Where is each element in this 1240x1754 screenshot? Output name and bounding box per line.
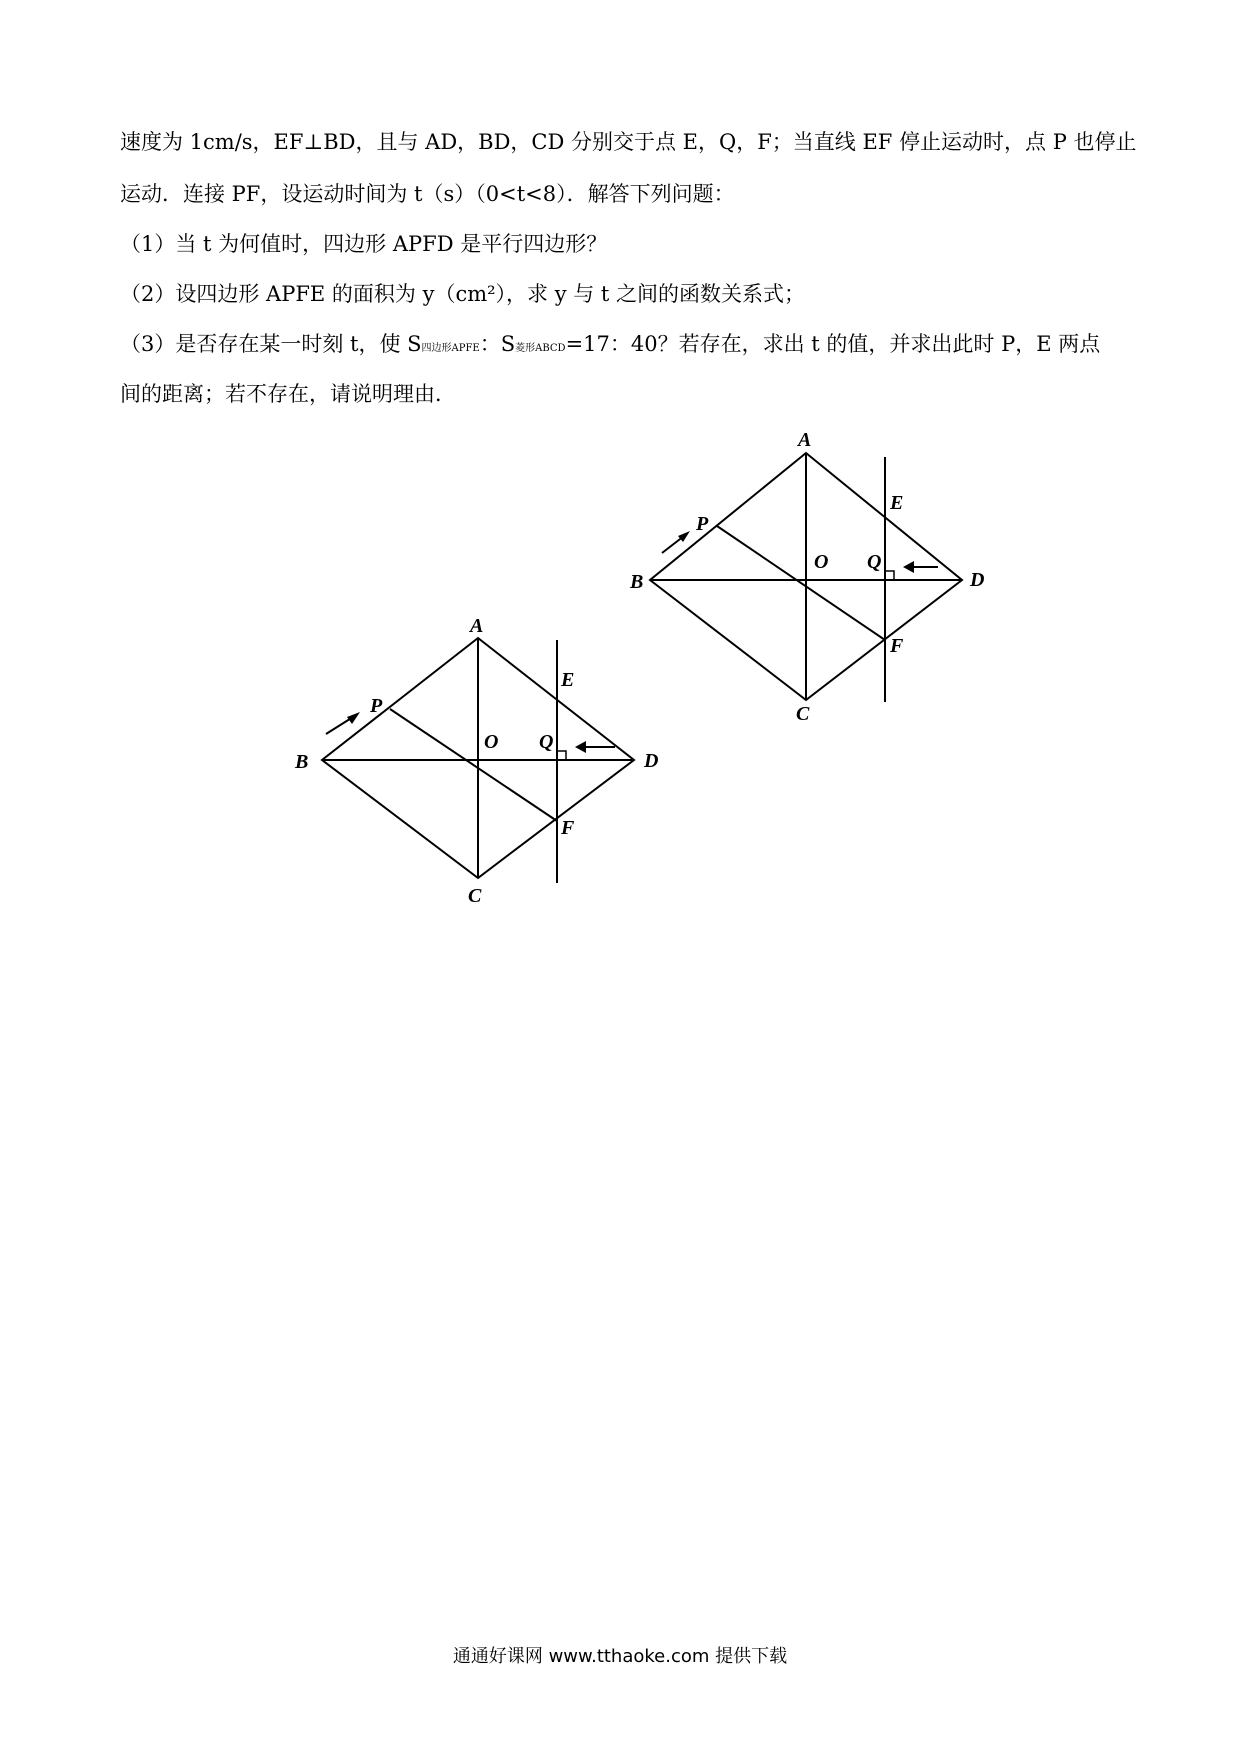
label-q: Q xyxy=(867,551,882,573)
question-3-part-c: =17：40？若存在，求出 t 的值，并求出此时 P，E 两点 xyxy=(565,332,1101,356)
label-f: F xyxy=(561,817,575,839)
label-f: F xyxy=(890,635,904,657)
arrow-q-icon xyxy=(903,561,938,573)
right-angle-mark xyxy=(885,571,894,580)
label-p: P xyxy=(370,695,383,717)
question-3 xyxy=(120,330,1130,363)
label-c: C xyxy=(796,703,810,725)
question-2: （2）设四边形 APFE 的面积为 y（cm²），求 y 与 t 之间的函数关系式； xyxy=(120,282,806,306)
label-a: A xyxy=(798,430,812,451)
problem-line-2: 运动．连接 PF，设运动时间为 t（s）（0<t<8）．解答下列问题： xyxy=(120,182,735,206)
question-3-line-2: 间的距离；若不存在，请说明理由． xyxy=(120,382,456,406)
subscript-quadrilateral: 四边形APFE xyxy=(421,343,480,354)
label-a: A xyxy=(470,615,484,637)
figure-rhombus-2 xyxy=(280,610,680,910)
label-c: C xyxy=(468,885,482,907)
label-o: O xyxy=(814,551,829,573)
arrow-q-icon xyxy=(575,741,615,753)
page-footer: 通通好课网 www.tthaoke.com 提供下载 xyxy=(452,1646,788,1667)
label-p: P xyxy=(696,513,709,535)
problem-line-1: 速度为 1cm/s，EF⊥BD，且与 AD，BD，CD 分别交于点 E，Q，F；当直线 EF 停止运动时，点 P 也停止 xyxy=(120,130,1137,154)
label-e: E xyxy=(561,669,575,691)
question-1: （1）当 t 为何值时，四边形 APFD 是平行四边形？ xyxy=(120,232,608,256)
label-b: B xyxy=(630,571,644,593)
figure-rhombus-1 xyxy=(620,430,1020,730)
question-3-part-b: ：S xyxy=(479,332,516,356)
label-q: Q xyxy=(539,731,554,753)
right-angle-mark xyxy=(557,751,566,760)
arrow-p-icon xyxy=(326,712,360,734)
subscript-rhombus: 菱形ABCD xyxy=(515,343,566,354)
segment-pf xyxy=(717,526,885,640)
label-d: D xyxy=(970,569,985,591)
label-e: E xyxy=(890,492,904,514)
question-3-part-a: （3）是否存在某一时刻 t，使 S xyxy=(120,332,422,356)
label-b: B xyxy=(295,751,309,773)
segment-pf xyxy=(390,709,557,821)
label-d: D xyxy=(644,750,659,772)
label-o: O xyxy=(484,731,499,753)
